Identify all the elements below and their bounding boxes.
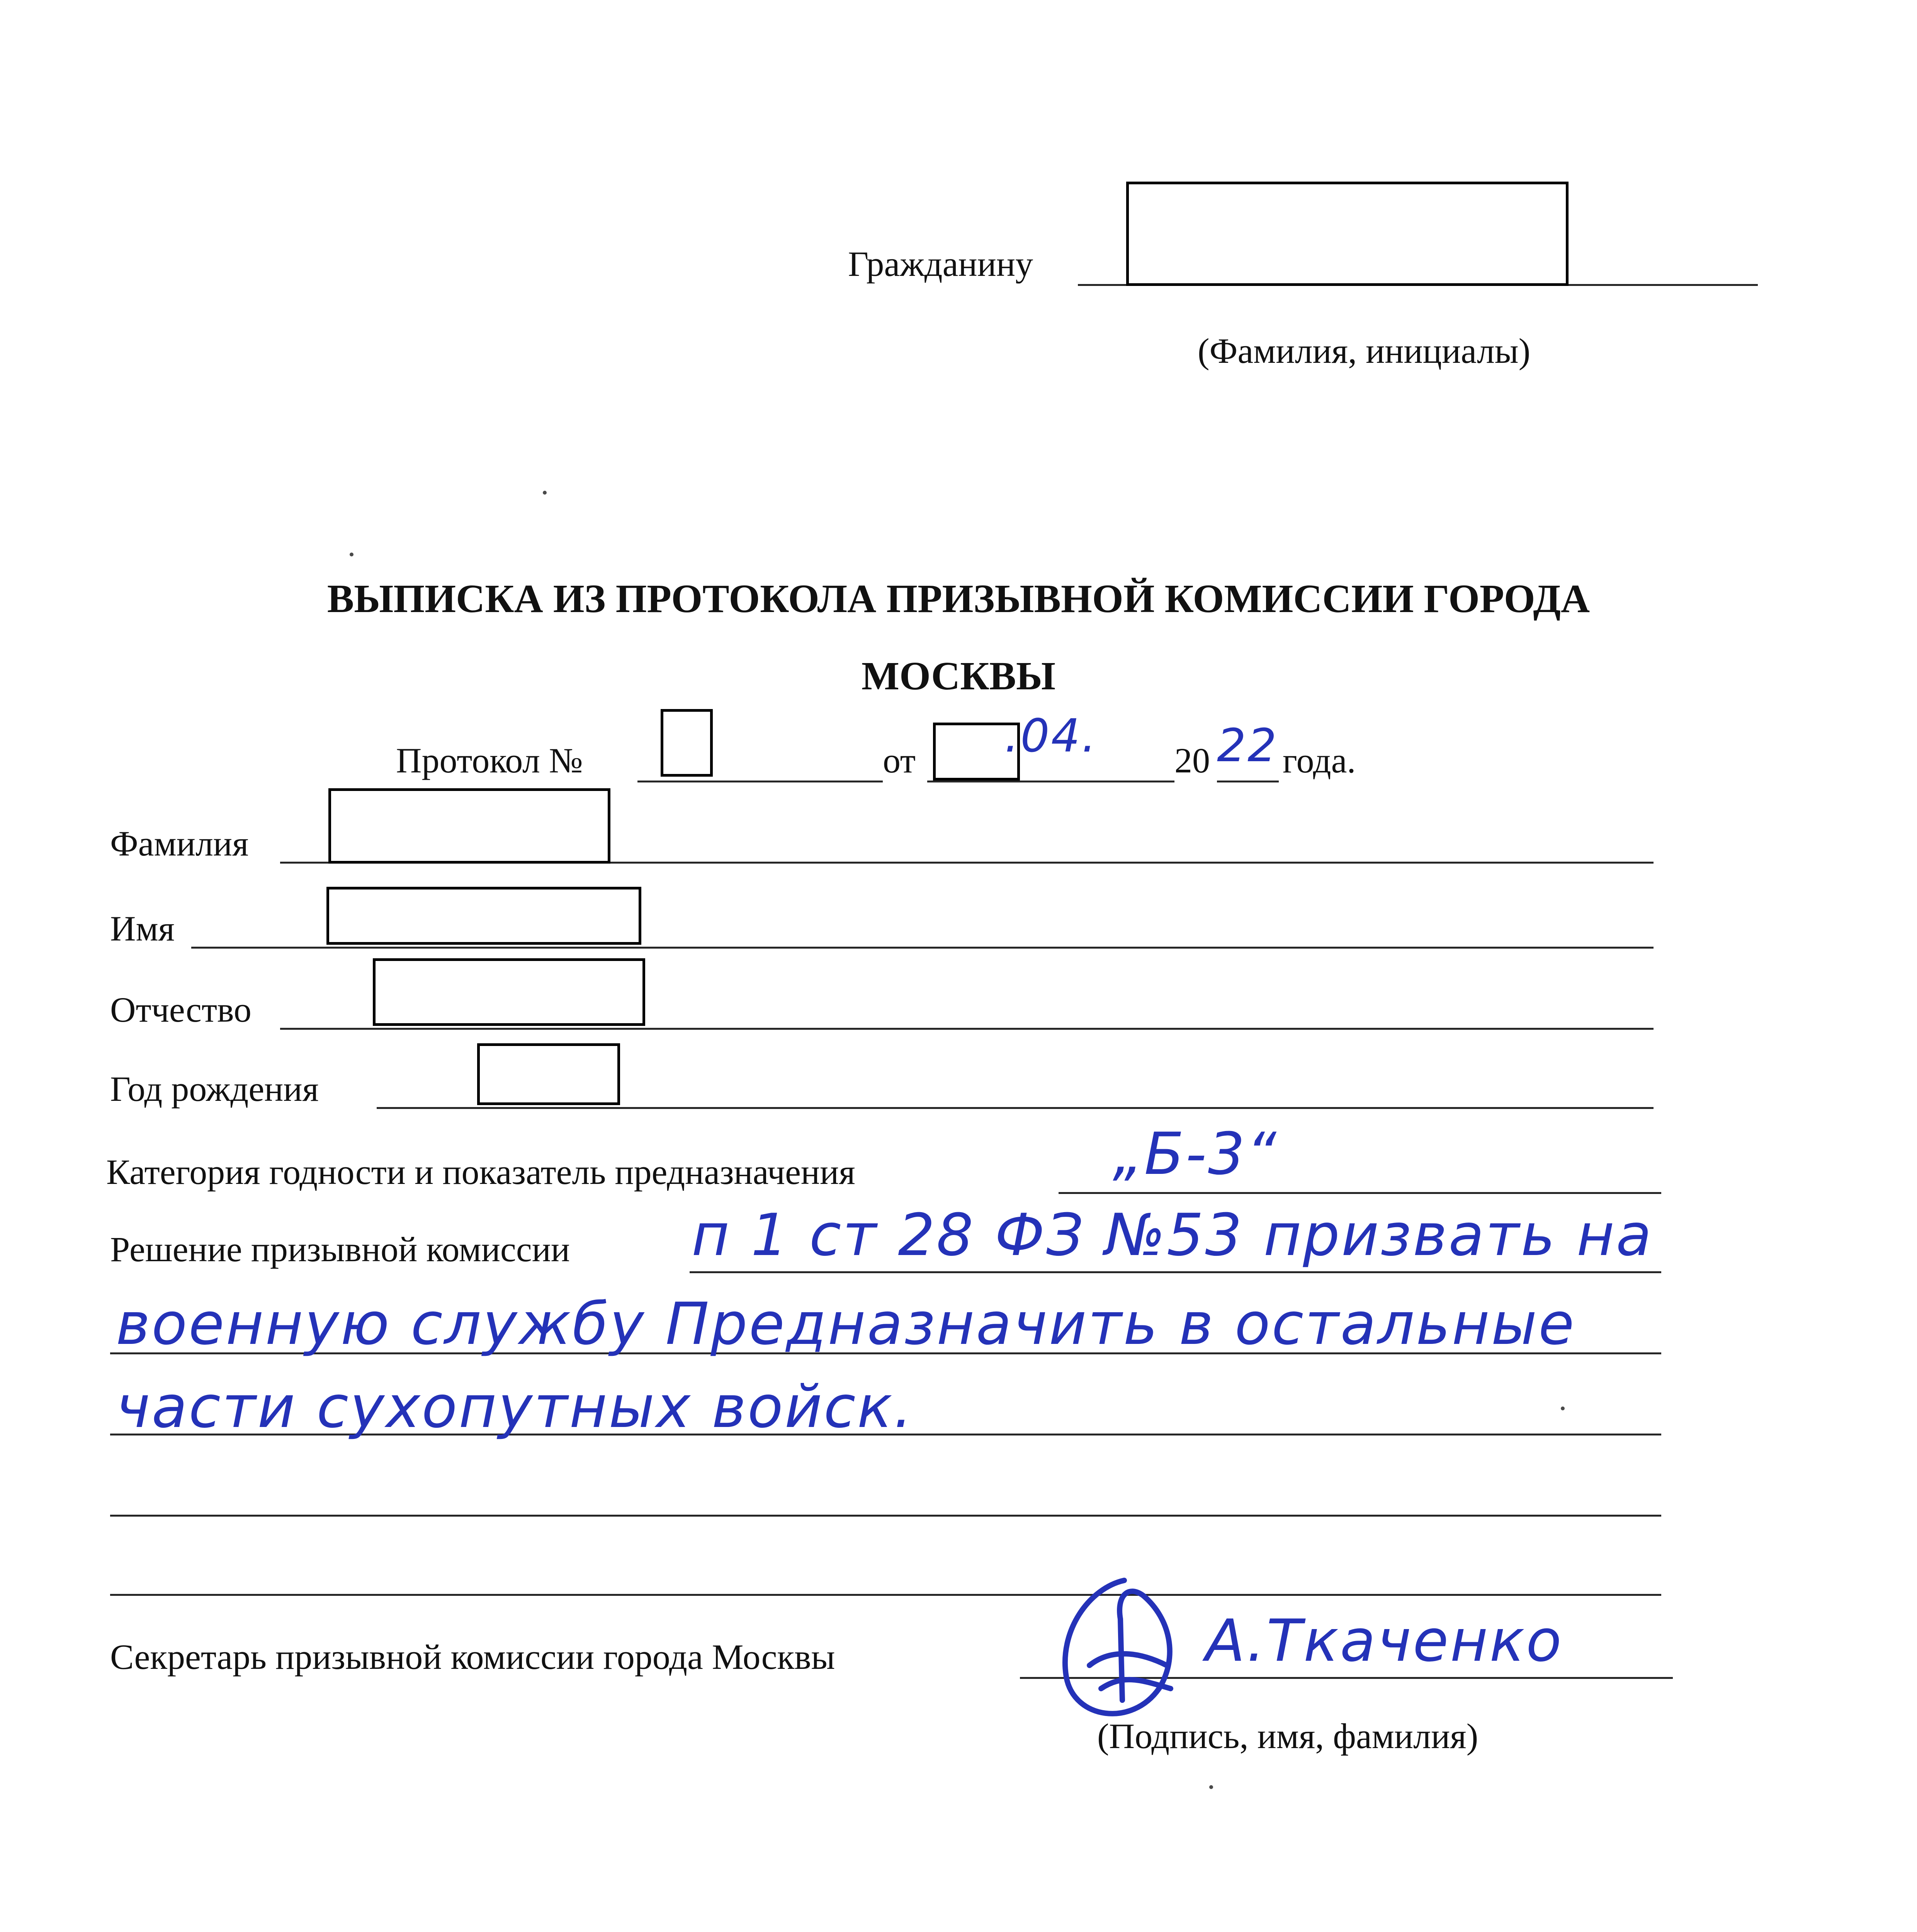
first-name-underline <box>191 947 1654 949</box>
secretary-label: Секретарь призывной комиссии города Москвы <box>110 1637 835 1677</box>
protocol-year-handwritten: 22 <box>1217 719 1278 772</box>
protocol-year-underline <box>1217 781 1279 782</box>
category-label: Категория годности и показатель предназначения <box>106 1152 855 1192</box>
redacted-addressee <box>1126 182 1569 286</box>
scan-speck <box>1561 1406 1565 1410</box>
protocol-month-handwritten: .04. <box>1004 709 1098 762</box>
patronymic-label: Отчество <box>110 990 252 1029</box>
surname-label: Фамилия <box>110 824 249 863</box>
signature-handwritten-name: А.Ткаченко <box>1205 1607 1563 1675</box>
protocol-date-underline <box>927 781 1174 782</box>
addressee-caption: (Фамилия, инициалы) <box>1198 331 1531 371</box>
category-value-handwritten: „Б-3“ <box>1113 1121 1278 1188</box>
decision-handwritten-line1: п 1 ст 28 ФЗ №53 призвать на <box>692 1202 1653 1269</box>
addressee-label: Гражданину <box>848 244 1033 284</box>
decision-label: Решение призывной комиссии <box>110 1230 570 1269</box>
protocol-number-label: Протокол № <box>396 741 583 780</box>
blank-underline-5 <box>110 1594 1661 1596</box>
redacted-birth-year <box>477 1043 620 1105</box>
signature-caption: (Подпись, имя, фамилия) <box>1097 1716 1479 1756</box>
patronymic-underline <box>280 1028 1654 1030</box>
redacted-protocol-number <box>661 709 713 777</box>
decision-handwritten-line3: части сухопутных войск. <box>116 1374 914 1441</box>
decision-handwritten-line2: военную службу Предназначить в остальные <box>116 1291 1576 1358</box>
redacted-surname <box>328 788 610 864</box>
birth-year-label: Год рождения <box>110 1069 319 1109</box>
protocol-year-suffix: года. <box>1283 741 1356 780</box>
category-underline <box>1059 1192 1661 1194</box>
birth-year-underline <box>377 1107 1654 1109</box>
document-title-line2: МОСКВЫ <box>861 654 1056 698</box>
scan-speck <box>350 553 353 556</box>
redacted-first-name <box>326 887 641 945</box>
decision-underline-1 <box>690 1271 1661 1273</box>
scan-speck <box>543 491 547 495</box>
protocol-year-prefix: 20 <box>1174 741 1210 780</box>
document-title-line1: ВЫПИСКА ИЗ ПРОТОКОЛА ПРИЗЫВНОЙ КОМИССИИ ГОРОДА <box>327 577 1590 621</box>
first-name-label: Имя <box>110 909 175 948</box>
scan-speck <box>1209 1785 1213 1789</box>
protocol-number-underline <box>637 781 883 782</box>
redacted-patronymic <box>373 958 645 1026</box>
blank-underline-4 <box>110 1515 1661 1517</box>
protocol-from-label: от <box>883 741 916 780</box>
